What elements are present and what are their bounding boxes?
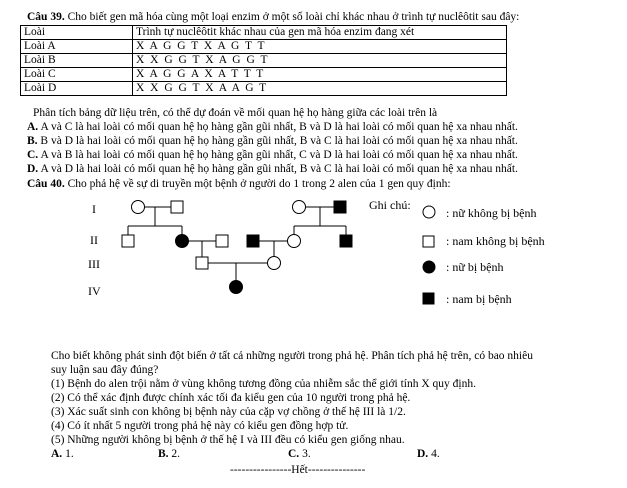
legend-title: Ghi chú:: [369, 198, 411, 212]
statement-4: (4) Có ít nhất 5 người trong phả hệ này có kiểu gen đồng hợp tử.: [51, 420, 349, 432]
q39-label: Câu 39.: [27, 11, 65, 23]
answer-letter: A.: [51, 448, 63, 460]
legend-square-filled-icon: [423, 293, 434, 304]
legend-item-label: : nam bị bệnh: [446, 292, 512, 306]
generation-label-4: IV: [88, 284, 101, 298]
q40-answer-a[interactable]: [51, 447, 74, 461]
individual-II4: [247, 235, 259, 247]
individual-IV1: [230, 281, 243, 294]
individual-II2: [176, 235, 189, 248]
answer-letter: C.: [288, 448, 300, 460]
individual-I1: [132, 201, 145, 214]
species-cell: Loài A: [21, 40, 133, 54]
option-text: B và D là hai loài có mối quan hệ họ hàng gần gũi nhất, B và C là hai loài có mối quan hệ xa nhau nhất.: [40, 135, 518, 147]
answer-text: 2.: [171, 448, 181, 460]
q40-intro-line2: suy luận sau đây đúng?: [51, 364, 159, 376]
sequence-cell: X A G G A X A T T T: [133, 68, 507, 82]
individual-I3: [293, 201, 306, 214]
q40-answer-d[interactable]: [417, 447, 440, 461]
individual-III2: [268, 257, 281, 270]
statement-1: (1) Bệnh do alen trội nằm ở vùng không tương đồng của nhiễm sắc thể giới tính X quy định.: [51, 378, 476, 390]
footer-end-marker: ----------------Hết---------------: [230, 464, 366, 476]
answer-letter: D.: [417, 448, 429, 460]
legend-item-label: : nam không bị bệnh: [446, 234, 545, 248]
legend-circle-filled-icon: [423, 261, 435, 273]
option-text: A và B là hai loài có mối quan hệ họ hàng gần gũi nhất, C và D là hai loài có mối quan hệ xa nhau nhất.: [40, 149, 518, 161]
sequence-cell: X X G G T X A A G T: [133, 82, 507, 96]
legend-circle-empty-icon: [423, 206, 435, 218]
answer-letter: B.: [158, 448, 169, 460]
statement-3: (3) Xác suất sinh con không bị bệnh này của cặp vợ chồng ở thế hệ III là 1/2.: [51, 406, 406, 418]
generation-label-2: II: [90, 233, 98, 247]
q40-label: Câu 40.: [27, 178, 65, 190]
legend-item-label: : nữ bị bệnh: [446, 260, 504, 274]
option-letter: D.: [27, 163, 39, 175]
species-cell: Loài B: [21, 54, 133, 68]
option-text: A và D là hai loài có mối quan hệ họ hàng gần gũi nhất, B và C là hai loài có mối quan hệ xa nhau nhất.: [40, 163, 518, 175]
individual-II5: [288, 235, 301, 248]
sequence-cell: X A G G T X A G T T: [133, 40, 507, 54]
q40-answer-b[interactable]: [158, 447, 180, 461]
sequence-cell: X X G G T X A G G T: [133, 54, 507, 68]
generation-label-1: I: [92, 202, 96, 216]
header-species: Loài: [21, 26, 133, 40]
individual-I4: [334, 201, 346, 213]
option-letter: A.: [27, 121, 39, 133]
q39-text: Cho biết gen mã hóa cùng một loại enzim ở một số loài chỉ khác nhau ở trình tự nuclêôtit sau đây:: [67, 11, 520, 23]
legend-item-label: : nữ không bị bệnh: [446, 206, 537, 220]
q39-intro: Phân tích bảng dữ liệu trên, có thể dự đoán về mối quan hệ họ hàng giữa các loài trên là: [33, 107, 438, 119]
legend-square-empty-icon: [423, 236, 434, 247]
individual-III1: [196, 257, 208, 269]
individual-II1: [122, 235, 134, 247]
q40-text: Cho phả hệ về sự di truyền một bệnh ở người do 1 trong 2 alen của 1 gen quy định:: [67, 178, 451, 190]
option-text: A và C là hai loài có mối quan hệ họ hàng gần gũi nhất, B và D là hai loài có mối quan hệ xa nhau nhất.: [40, 121, 518, 133]
header-sequence: Trình tự nuclêôtit khác nhau của gen mã hóa enzim đang xét: [133, 26, 507, 40]
answer-text: 1.: [65, 448, 74, 460]
species-cell: Loài C: [21, 68, 133, 82]
species-cell: Loài D: [21, 82, 133, 96]
statement-5: (5) Những người không bị bệnh ở thế hệ I và III đều có kiểu gen giống nhau.: [51, 434, 405, 446]
answer-text: 3.: [302, 448, 311, 460]
individual-II3: [216, 235, 228, 247]
statement-2: (2) Có thể xác định được chính xác tối đa kiểu gen của 10 người trong phả hệ.: [51, 392, 411, 404]
option-letter: B.: [27, 135, 38, 147]
option-letter: C.: [27, 149, 39, 161]
q40-answer-c[interactable]: [288, 447, 311, 461]
individual-I2: [171, 201, 183, 213]
answer-text: 4.: [431, 448, 440, 460]
individual-II6: [340, 235, 352, 247]
generation-label-3: III: [88, 257, 100, 271]
q40-intro-line1: Cho biết không phát sinh đột biến ở tất cả những người trong phả hệ. Phân tích phả hệ trên, có bao nhiêu: [51, 350, 533, 362]
